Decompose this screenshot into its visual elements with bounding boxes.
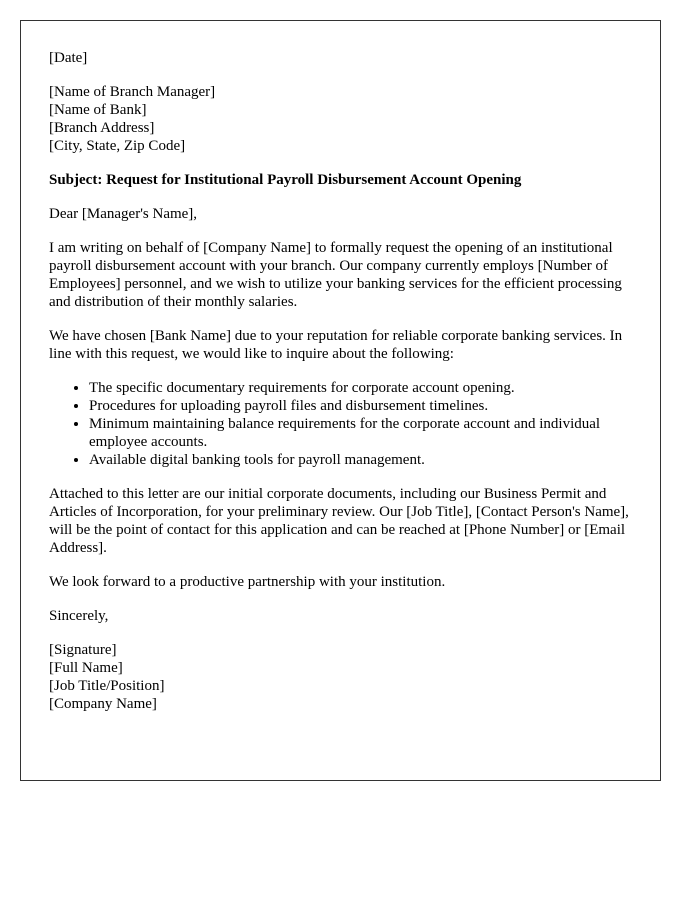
sender-full-name: [Full Name] xyxy=(49,660,123,676)
body-paragraph-intro: I am writing on behalf of [Company Name] to formally request the opening of an institutional payroll disbursement account with your branch. Our company currently employs [Number of Employees] personnel, and we wish to utilize your banking services for the efficient processing and distribution of their monthly salaries. xyxy=(49,240,622,310)
inquiry-list-item: • The specific documentary requirements for corporate account opening. xyxy=(89,379,632,397)
salutation: Dear [Manager's Name], xyxy=(49,206,198,222)
recipient-address: [Branch Address] xyxy=(49,120,155,136)
body-paragraph-closing: We look forward to a productive partnership with your institution. xyxy=(49,574,446,590)
sender-job-title: [Job Title/Position] xyxy=(49,678,165,694)
recipient-bank: [Name of Bank] xyxy=(49,102,147,118)
body-paragraph-inquiry: We have chosen [Bank Name] due to your reputation for reliable corporate banking services. In line with this request, we would like to inquire about the following: xyxy=(49,328,623,362)
subject-line: Subject: Request for Institutional Payroll Disbursement Account Opening xyxy=(49,172,522,188)
sender-company: [Company Name] xyxy=(49,696,157,712)
inquiry-list-item: • Minimum maintaining balance requirements for the corporate account and individual employee accounts. xyxy=(89,415,632,451)
date-line xyxy=(49,49,632,67)
letter-document xyxy=(20,20,661,781)
signature-block xyxy=(49,641,632,713)
valediction: Sincerely, xyxy=(49,608,109,624)
body-paragraph-attachments: Attached to this letter are our initial corporate documents, including our Business Permit and Articles of Incorporation, for your preliminary review. Our [Job Title], [Contact Person's Name], will be the point of contact for this application and can be reached at [Phone Number] or [Email Address]. xyxy=(49,486,629,556)
signature: [Signature] xyxy=(49,642,117,658)
recipient-city-state-zip: [City, State, Zip Code] xyxy=(49,138,186,154)
recipient-address-block xyxy=(49,83,632,155)
date: [Date] xyxy=(49,50,88,66)
inquiry-list-item: • Procedures for uploading payroll files and disbursement timelines. xyxy=(89,397,632,415)
inquiry-list-item: • Available digital banking tools for payroll management. xyxy=(89,451,632,469)
recipient-manager: [Name of Branch Manager] xyxy=(49,84,216,100)
inquiry-list xyxy=(49,379,632,469)
